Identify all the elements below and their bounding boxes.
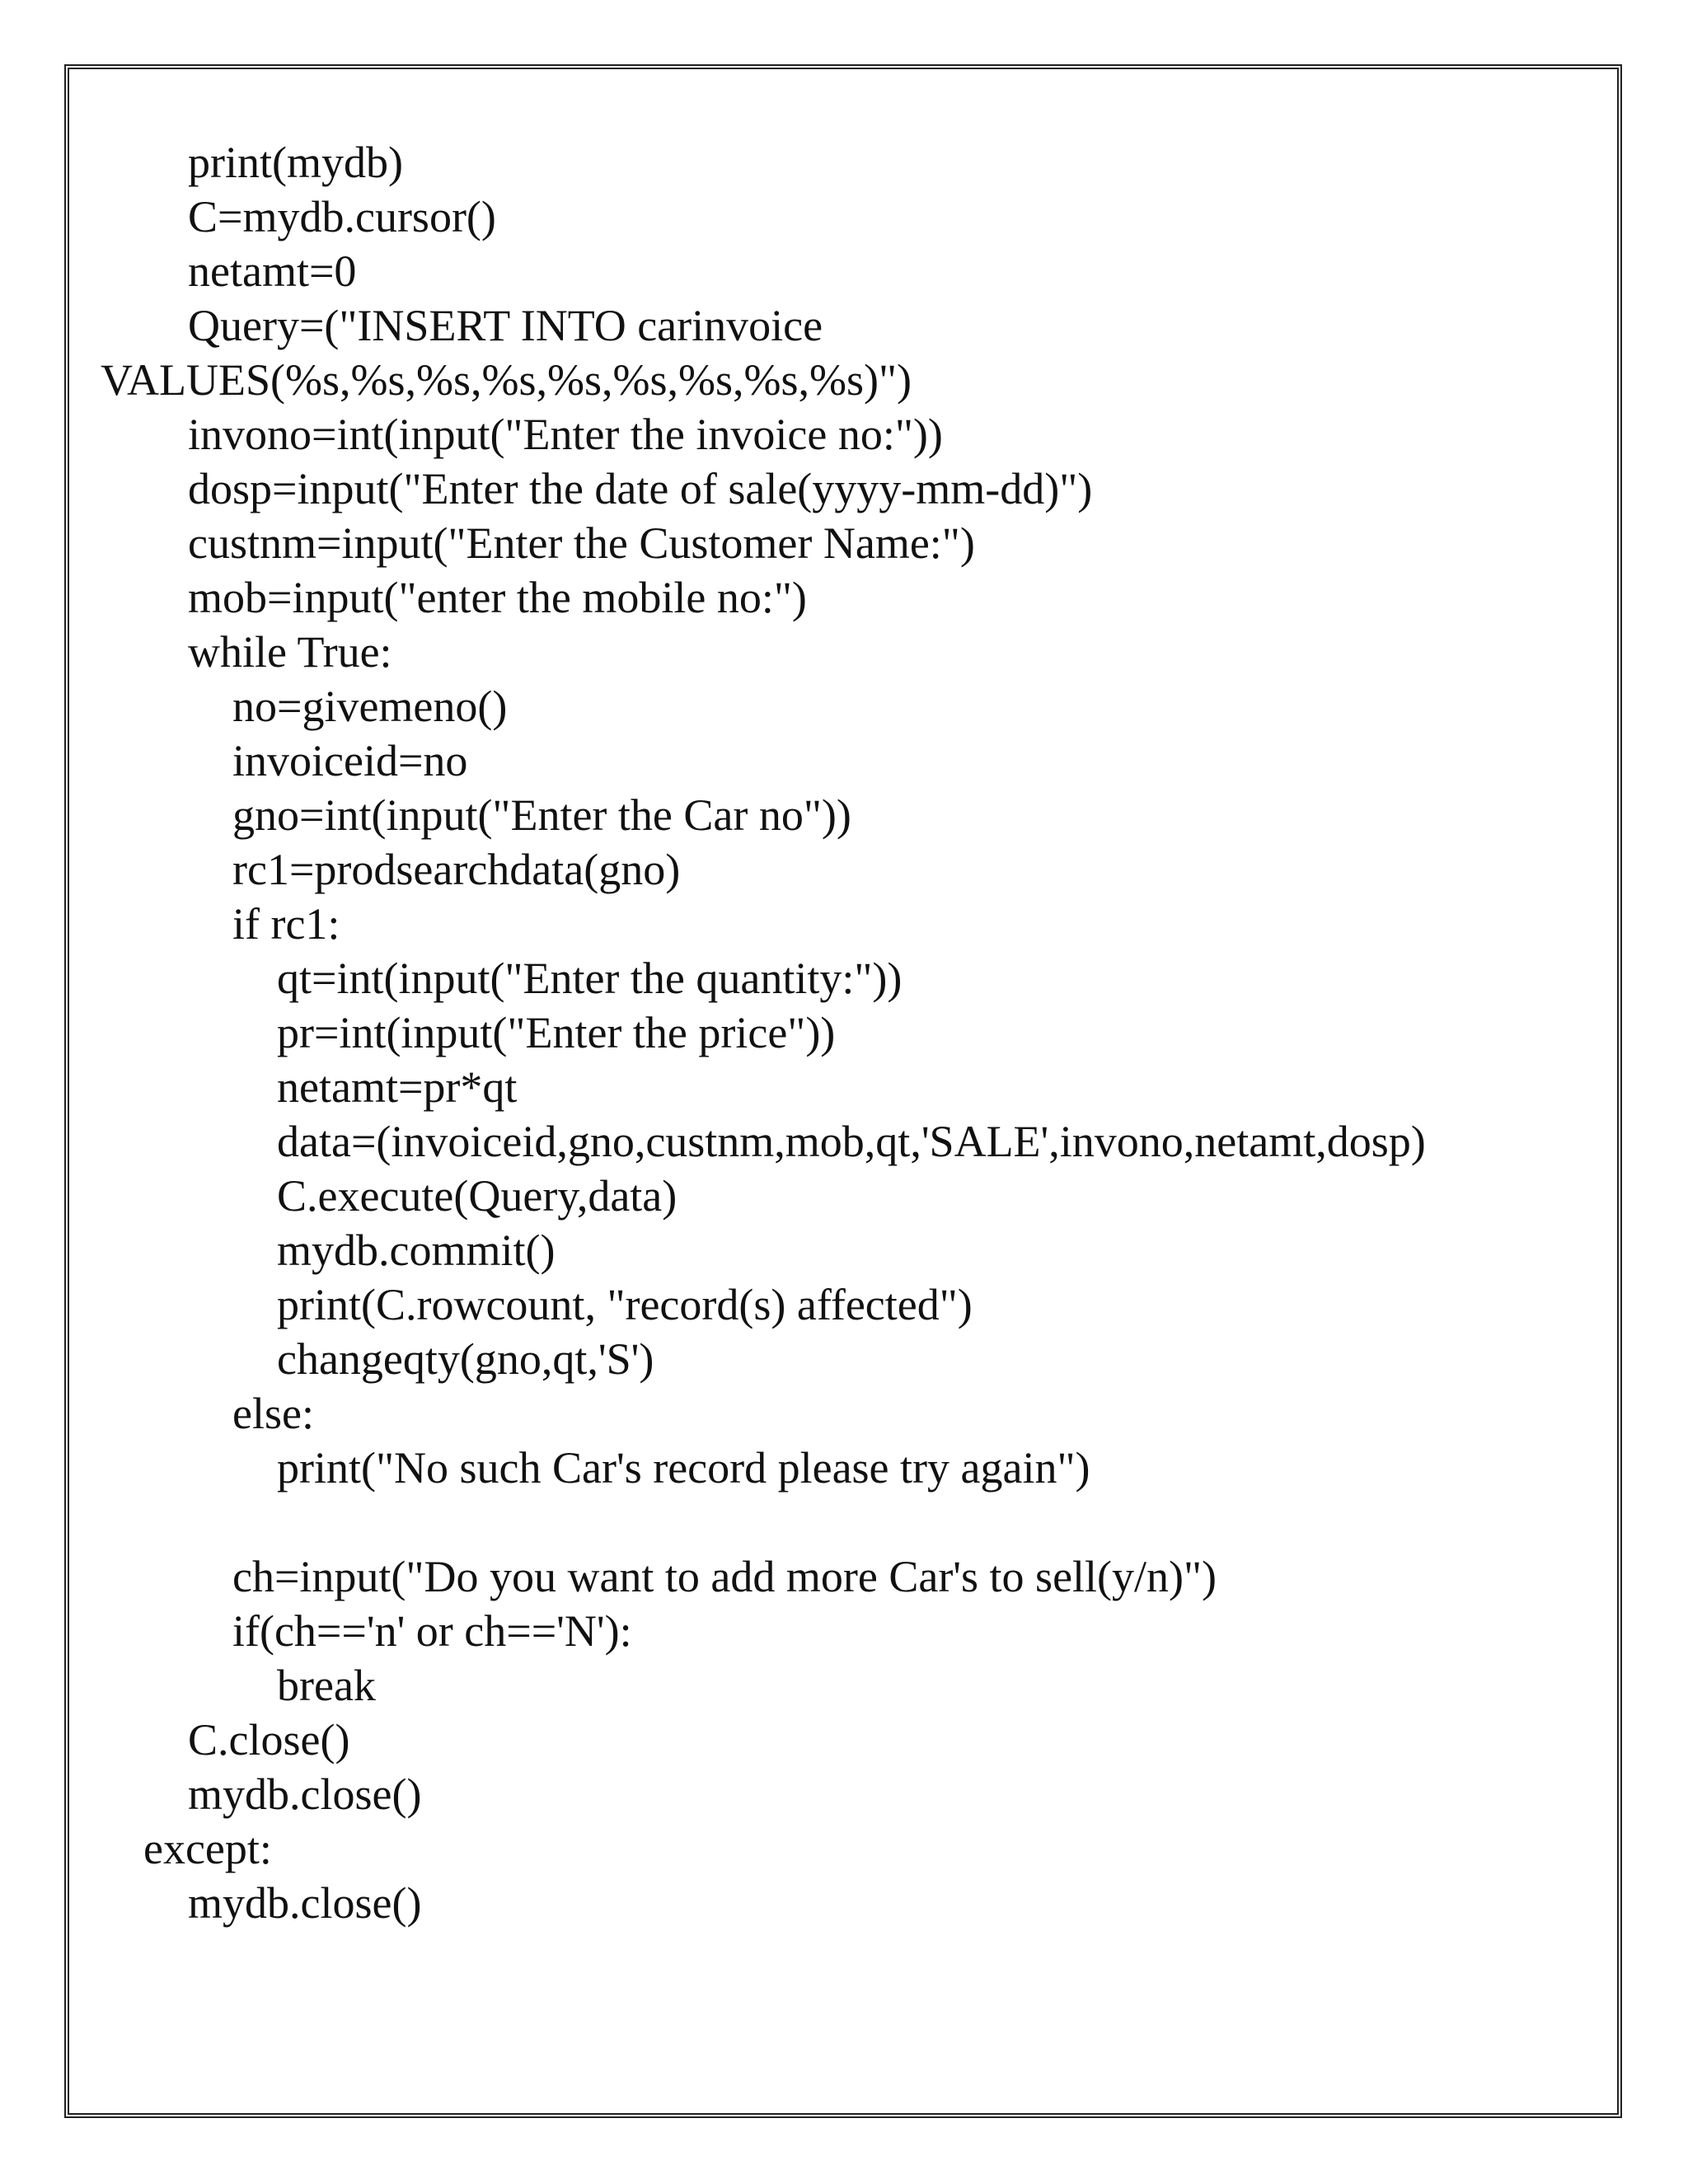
code-line: mydb.close() bbox=[188, 1878, 422, 1928]
code-line: gno=int(input("Enter the Car no")) bbox=[232, 790, 851, 840]
code-line: ch=input("Do you want to add more Car's to sell(y/n)") bbox=[232, 1552, 1217, 1601]
code-line: mob=input("enter the mobile no:") bbox=[188, 573, 807, 622]
code-line: netamt=0 bbox=[188, 246, 357, 296]
code-line: except: bbox=[143, 1824, 272, 1873]
code-line: no=givemeno() bbox=[232, 682, 508, 731]
code-line: if rc1: bbox=[232, 899, 340, 949]
code-line: rc1=prodsearchdata(gno) bbox=[232, 845, 681, 894]
code-line: C.close() bbox=[188, 1715, 350, 1765]
code-line: netamt=pr*qt bbox=[277, 1062, 518, 1112]
code-line: pr=int(input("Enter the price")) bbox=[277, 1008, 836, 1057]
code-line: mydb.close() bbox=[188, 1769, 422, 1819]
code-line: qt=int(input("Enter the quantity:")) bbox=[277, 954, 903, 1003]
code-line: invoiceid=no bbox=[232, 736, 468, 785]
code-line: changeqty(gno,qt,'S') bbox=[277, 1334, 654, 1384]
code-line: else: bbox=[232, 1389, 314, 1438]
code-line: VALUES(%s,%s,%s,%s,%s,%s,%s,%s,%s)") bbox=[101, 355, 912, 405]
code-line: Query=("INSERT INTO carinvoice bbox=[188, 301, 823, 350]
code-line: while True: bbox=[188, 627, 392, 677]
code-line: data=(invoiceid,gno,custnm,mob,qt,'SALE',invono,netamt,dosp) bbox=[277, 1117, 1426, 1166]
code-line: break bbox=[277, 1661, 376, 1710]
code-line: C=mydb.cursor() bbox=[188, 192, 496, 241]
code-line: mydb.commit() bbox=[277, 1226, 556, 1275]
code-line: invono=int(input("Enter the invoice no:")) bbox=[188, 410, 943, 459]
code-line: C.execute(Query,data) bbox=[277, 1171, 678, 1221]
code-line: dosp=input("Enter the date of sale(yyyy-mm-dd)") bbox=[188, 464, 1093, 513]
code-line: print(C.rowcount, "record(s) affected") bbox=[277, 1280, 973, 1329]
code-line: print("No such Car's record please try again") bbox=[277, 1443, 1090, 1493]
code-line: custnm=input("Enter the Customer Name:") bbox=[188, 518, 975, 568]
code-line: print(mydb) bbox=[188, 138, 403, 187]
code-line: if(ch=='n' or ch=='N'): bbox=[232, 1606, 632, 1656]
